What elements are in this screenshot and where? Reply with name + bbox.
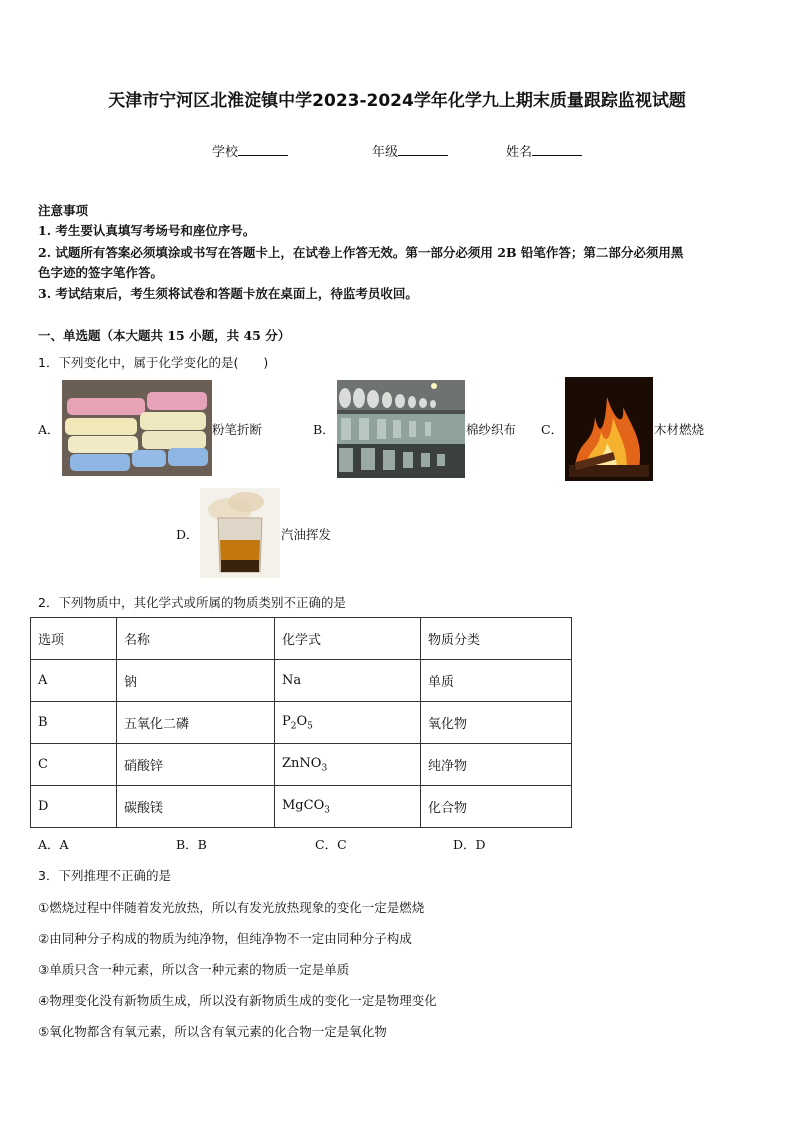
table-cell: 纯净物 bbox=[421, 744, 572, 786]
answer-option-d[interactable]: D．D bbox=[453, 837, 486, 852]
formula-part: P bbox=[282, 713, 291, 729]
beaker-image bbox=[200, 488, 280, 578]
chalk-image bbox=[62, 380, 212, 476]
table-row bbox=[31, 660, 572, 702]
option-d-letter: D． bbox=[176, 527, 199, 542]
table-cell: 氧化物 bbox=[421, 702, 572, 744]
q3-statement: ④物理变化没有新物质生成，所以没有新物质生成的变化一定是物理变化 bbox=[38, 993, 437, 1008]
table-cell: D bbox=[31, 786, 117, 828]
note-item: 3. 考试结束后，考生须将试卷和答题卡放在桌面上，待监考员收回。 bbox=[38, 286, 418, 301]
note-item: 色字迹的签字笔作答。 bbox=[38, 265, 164, 280]
formula-subscript: 3 bbox=[321, 763, 328, 774]
grade-label: 年级 bbox=[372, 145, 399, 160]
table-header-row bbox=[31, 618, 572, 660]
formula-part: O bbox=[296, 713, 308, 729]
table-cell: 化合物 bbox=[421, 786, 572, 828]
table-header-cell: 选项 bbox=[31, 618, 117, 660]
q3-statement: ⑤氧化物都含有氧元素，所以含有氧元素的化合物一定是氧化物 bbox=[38, 1024, 387, 1039]
question-2-stem: 2．下列物质中，其化学式或所属的物质类别不正确的是 bbox=[38, 595, 346, 610]
table-row bbox=[31, 702, 572, 744]
table-header-cell: 名称 bbox=[117, 618, 275, 660]
formula-subscript: 2 bbox=[290, 721, 297, 732]
grade-blank[interactable] bbox=[398, 143, 448, 156]
table-cell-formula bbox=[275, 744, 421, 786]
option-b-letter: B． bbox=[313, 422, 335, 437]
school-blank[interactable] bbox=[238, 143, 288, 156]
table-cell-formula bbox=[275, 786, 421, 828]
option-a-text: 粉笔折断 bbox=[212, 422, 263, 437]
school-label: 学校 bbox=[212, 145, 239, 160]
table-cell: C bbox=[31, 744, 117, 786]
name-field bbox=[506, 141, 582, 160]
table-cell: B bbox=[31, 702, 117, 744]
table-row bbox=[31, 786, 572, 828]
q3-statement: ①燃烧过程中伴随着发光放热，所以有发光放热现象的变化一定是燃烧 bbox=[38, 900, 425, 915]
note-item: 1. 考生要认真填写考场号和座位序号。 bbox=[38, 223, 256, 238]
table-cell: 硝酸锌 bbox=[117, 744, 275, 786]
grade-field bbox=[372, 141, 448, 160]
q2-table bbox=[30, 617, 572, 828]
table-cell: 钠 bbox=[117, 660, 275, 702]
question-3-stem: 3．下列推理不正确的是 bbox=[38, 868, 171, 883]
option-b-text: 棉纱织布 bbox=[466, 422, 517, 437]
formula-part: MgCO bbox=[282, 797, 325, 813]
option-c-letter: C． bbox=[541, 422, 564, 437]
answer-option-b[interactable]: B．B bbox=[176, 837, 207, 852]
table-row bbox=[31, 744, 572, 786]
page-title: 天津市宁河区北淮淀镇中学2023-2024学年化学九上期末质量跟踪监视试题 bbox=[108, 91, 686, 111]
table-header-cell: 化学式 bbox=[275, 618, 421, 660]
table-cell: 单质 bbox=[421, 660, 572, 702]
section-heading: 一、单选题（本大题共 15 小题，共 45 分） bbox=[38, 328, 291, 343]
name-blank[interactable] bbox=[532, 143, 582, 156]
name-label: 姓名 bbox=[506, 145, 533, 160]
textile-machine-image bbox=[337, 380, 465, 478]
table-cell: A bbox=[31, 660, 117, 702]
option-c-text: 木材燃烧 bbox=[654, 422, 705, 437]
table-cell: Na bbox=[275, 660, 421, 702]
table-cell: 碳酸镁 bbox=[117, 786, 275, 828]
notes-heading: 注意事项 bbox=[38, 203, 89, 218]
question-1-stem: 1．下列变化中，属于化学变化的是( ) bbox=[38, 355, 269, 370]
formula-part: ZnNO bbox=[282, 755, 322, 771]
table-header-cell: 物质分类 bbox=[421, 618, 572, 660]
table-cell: 五氧化二磷 bbox=[117, 702, 275, 744]
note-item: 2. 试题所有答案必须填涂或书写在答题卡上，在试卷上作答无效。第一部分必须用 2B 铅笔作答；第二部分必须用黑 bbox=[38, 245, 684, 260]
answer-option-a[interactable]: A．A bbox=[38, 837, 69, 852]
option-a-letter: A． bbox=[38, 422, 60, 437]
school-field bbox=[212, 141, 288, 160]
burning-wood-image bbox=[565, 377, 653, 481]
table-cell-formula bbox=[275, 702, 421, 744]
q3-statement: ③单质只含一种元素，所以含一种元素的物质一定是单质 bbox=[38, 962, 350, 977]
option-d-text: 汽油挥发 bbox=[281, 527, 332, 542]
answer-option-c[interactable]: C．C bbox=[315, 837, 347, 852]
formula-subscript: 5 bbox=[307, 721, 313, 732]
q3-statement: ②由同种分子构成的物质为纯净物，但纯净物不一定由同种分子构成 bbox=[38, 931, 412, 946]
formula-subscript: 3 bbox=[324, 805, 330, 816]
